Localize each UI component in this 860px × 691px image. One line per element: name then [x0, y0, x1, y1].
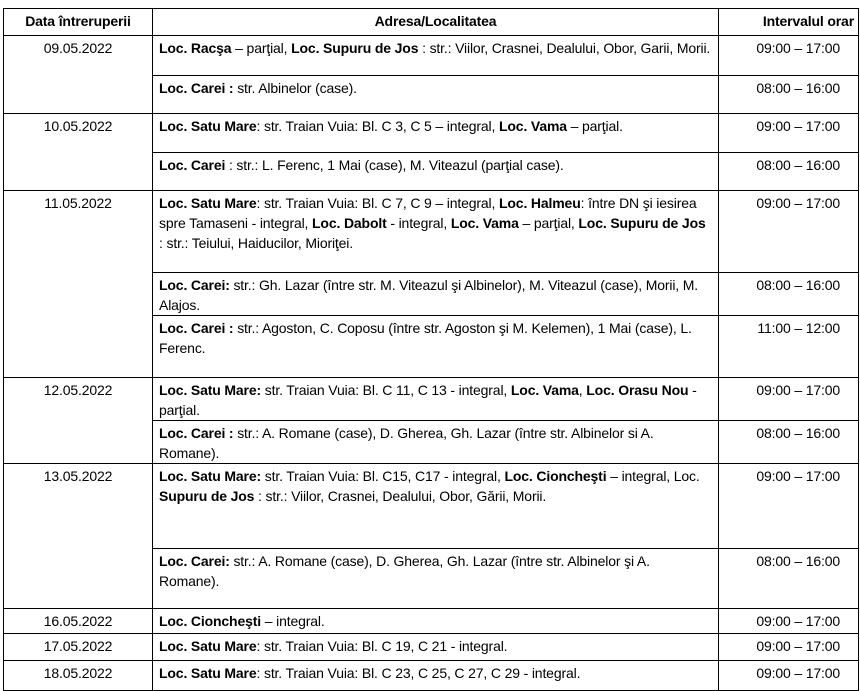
table-row [4, 464, 859, 549]
address-text: : între DN şi iesirea spre Tamaseni - integral, [159, 195, 697, 231]
address-text: – parţial, [518, 215, 579, 231]
address-cell [153, 114, 719, 153]
address-text: : str. Traian Vuia: Bl. C 23, C 25, C 27, C 29 - integral. [256, 665, 581, 681]
interval-cell: 09:00 – 17:00 [719, 378, 859, 421]
table-row [4, 36, 859, 76]
table-row [4, 114, 859, 153]
header-address: Adresa/Localitatea [153, 9, 719, 36]
address-cell [153, 421, 719, 464]
locality-name: Loc. Supuru de Jos [291, 40, 419, 56]
table-body [4, 36, 859, 691]
table-row [4, 661, 859, 691]
address-text: - parţial. [159, 382, 697, 418]
locality-name: Loc. Satu Mare [159, 665, 257, 681]
locality-name: Supuru de Jos [159, 488, 255, 504]
address-text: : str.: Viilor, Crasnei, Dealului, Obor, Gării, Morii. [254, 488, 547, 504]
locality-name: Loc. Carei [159, 157, 226, 173]
address-text: – parţial. [566, 118, 623, 134]
locality-name: Loc. Cioncheşti [504, 468, 607, 484]
address-text: : str. Traian Vuia: Bl. C 7, C 9 – integral, [256, 195, 499, 211]
date-cell: 13.05.2022 [4, 464, 153, 609]
address-text: – integral, Loc. [606, 468, 700, 484]
interval-cell: 11:00 – 12:00 [719, 316, 859, 378]
address-text: – parţial, [231, 40, 292, 56]
date-cell: 17.05.2022 [4, 634, 153, 661]
table-row [4, 634, 859, 661]
locality-name: Loc. Orasu Nou [586, 382, 689, 398]
locality-name: Loc. Supuru de Jos [578, 215, 706, 231]
address-text: str. Albinelor (case). [233, 80, 357, 96]
locality-name: Loc. Vama [499, 118, 567, 134]
interval-cell: 08:00 – 16:00 [719, 76, 859, 114]
address-cell [153, 609, 719, 634]
address-text: : str.: Teiului, Haiducilor, Mioriţei. [159, 235, 354, 251]
interval-cell: 08:00 – 16:00 [719, 549, 859, 609]
locality-name: Loc. Racşa [159, 40, 232, 56]
interval-cell: 09:00 – 17:00 [719, 36, 859, 76]
locality-name: Loc. Halmeu [499, 195, 581, 211]
address-text: str.: Gh. Lazar (între str. M. Viteazul şi Albinelor), M. Viteazul (case), Morii, M. Alajos. [159, 277, 699, 313]
interval-cell: 08:00 – 16:00 [719, 273, 859, 316]
address-cell [153, 378, 719, 421]
address-cell [153, 273, 719, 316]
locality-name: Loc. Satu Mare: [159, 468, 261, 484]
address-text: str.: A. Romane (case), D. Gherea, Gh. Lazar (între str. Albinelor şi A. Romane). [159, 553, 650, 589]
address-cell [153, 153, 719, 191]
address-text: str.: Agoston, C. Coposu (între str. Agoston şi M. Kelemen), 1 Mai (case), L. Ferenc. [159, 320, 692, 356]
address-cell [153, 316, 719, 378]
address-cell [153, 634, 719, 661]
table-row [4, 609, 859, 634]
interval-cell: 09:00 – 17:00 [719, 464, 859, 549]
header-date: Data întreruperii [4, 9, 153, 36]
address-text: str.: A. Romane (case), D. Gherea, Gh. Lazar (între str. Albinelor si A. Romane). [159, 425, 654, 461]
interval-cell: 09:00 – 17:00 [719, 661, 859, 691]
address-text: : str.: L. Ferenc, 1 Mai (case), M. Viteazul (parţial case). [225, 157, 564, 173]
table-row [4, 191, 859, 273]
date-cell: 09.05.2022 [4, 36, 153, 114]
locality-name: Loc. Satu Mare [159, 638, 257, 654]
address-text: str. Traian Vuia: Bl. C15, C17 - integral, [261, 468, 505, 484]
address-cell [153, 76, 719, 114]
interval-cell: 09:00 – 17:00 [719, 634, 859, 661]
interval-cell: 09:00 – 17:00 [719, 114, 859, 153]
locality-name: Loc. Carei: [159, 553, 230, 569]
interval-cell: 08:00 – 16:00 [719, 153, 859, 191]
address-cell [153, 191, 719, 273]
header-row [4, 9, 859, 36]
address-text: : str. Traian Vuia: Bl. C 19, C 21 - integral. [256, 638, 508, 654]
address-text: – integral. [261, 613, 325, 629]
address-text: : str.: Viilor, Crasnei, Dealului, Obor, Garii, Morii. [418, 40, 711, 56]
locality-name: Loc. Vama [450, 215, 519, 231]
table-row [4, 378, 859, 421]
header-interval: Intervalul orar [719, 9, 859, 36]
locality-name: Loc. Satu Mare [159, 118, 257, 134]
address-text: - integral, [386, 215, 451, 231]
locality-name: Loc. Carei : [159, 80, 234, 96]
locality-name: Loc. Dabolt [312, 215, 387, 231]
locality-name: Loc. Vama [510, 382, 579, 398]
date-cell: 12.05.2022 [4, 378, 153, 464]
address-text: str. Traian Vuia: Bl. C 11, C 13 - integral, [261, 382, 511, 398]
locality-name: Loc. Satu Mare: [159, 382, 261, 398]
interval-cell: 09:00 – 17:00 [719, 191, 859, 273]
outage-schedule-table [3, 8, 859, 691]
address-cell [153, 661, 719, 691]
interval-cell: 09:00 – 17:00 [719, 609, 859, 634]
date-cell: 18.05.2022 [4, 661, 153, 691]
date-cell: 10.05.2022 [4, 114, 153, 191]
date-cell: 16.05.2022 [4, 609, 153, 634]
locality-name: Loc. Carei: [159, 277, 230, 293]
address-cell [153, 36, 719, 76]
address-cell [153, 464, 719, 549]
address-text: : str. Traian Vuia: Bl. C 3, C 5 – integral, [256, 118, 499, 134]
locality-name: Loc. Satu Mare [159, 195, 257, 211]
locality-name: Loc. Cioncheşti [159, 613, 261, 629]
locality-name: Loc. Carei : [159, 320, 234, 336]
address-cell [153, 549, 719, 609]
locality-name: Loc. Carei : [159, 425, 234, 441]
interval-cell: 08:00 – 16:00 [719, 421, 859, 464]
address-text: , [578, 382, 587, 398]
date-cell: 11.05.2022 [4, 191, 153, 378]
